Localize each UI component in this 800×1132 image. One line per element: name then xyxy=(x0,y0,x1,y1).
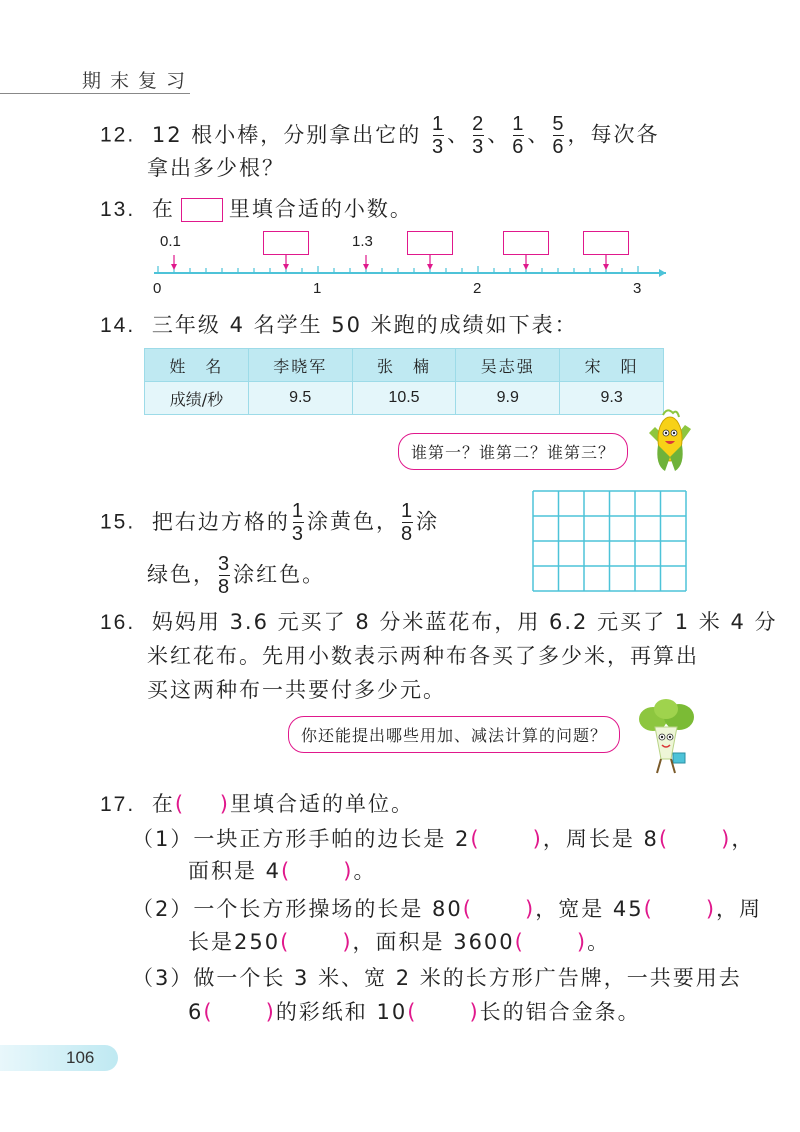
fraction-2-3: $\frac{2}{3}$ xyxy=(472,113,486,158)
axis-tick-label: 0 xyxy=(153,280,162,297)
fraction-5-6: $\frac{5}{6}$ xyxy=(552,113,566,158)
paren-blank: ( ) xyxy=(203,1000,276,1024)
table-header: 姓 名 xyxy=(145,349,249,382)
question-text: 12 根小棒，分别拿出它的 xyxy=(151,122,422,147)
separator: 、 xyxy=(527,122,551,147)
paren-blank: ( ) xyxy=(280,930,353,954)
question-text: 在 xyxy=(151,792,175,816)
table-cell: 9.9 xyxy=(456,382,560,415)
fraction-1-3: $\frac{1}{3}$ xyxy=(291,500,306,545)
question-number: 17. xyxy=(100,793,136,816)
table-cell: 9.5 xyxy=(248,382,352,415)
table-cell: 9.3 xyxy=(560,382,664,415)
question-number: 15. xyxy=(100,510,136,534)
header-rule xyxy=(0,93,190,94)
question-17 xyxy=(100,794,414,815)
question-number: 16. xyxy=(100,611,136,634)
question-text: 涂 xyxy=(416,509,440,534)
speech-bubble-q16: 你还能提出哪些用加、减法计算的问题？ xyxy=(288,716,620,753)
question-text: 里填合适的单位。 xyxy=(229,792,414,816)
question-17-part-3-line-2: 6( )的彩纸和 10( )长的铝合金条。 xyxy=(188,1000,641,1024)
question-17-part-1-line-2: 面积是 4( )。 xyxy=(188,859,377,883)
axis-tick-label: 3 xyxy=(633,280,642,297)
question-12 xyxy=(100,113,659,158)
page-header-title: 期末复习 xyxy=(82,70,195,92)
number-line-label: 1.3 xyxy=(352,233,373,250)
fraction-1-8: $\frac{1}{8}$ xyxy=(401,500,415,545)
question-15 xyxy=(100,500,439,545)
number-line-answer-box[interactable] xyxy=(407,231,453,255)
question-text-line-1: 妈妈用 3.6 元买了 8 分米蓝花布，用 6.2 元买了 1 米 4 分 xyxy=(151,610,778,634)
score-table xyxy=(144,348,664,415)
fraction-1-6: $\frac{1}{6}$ xyxy=(512,113,526,158)
question-number: 13. xyxy=(100,198,136,221)
question-17-part-3: （3）做一个长 3 米、宽 2 米的长方形广告牌，一共要用去 xyxy=(132,966,742,990)
separator: 、 xyxy=(487,122,511,147)
question-17-part-2: （2）一个长方形操场的长是 80( )，宽是 45( )，周 xyxy=(132,897,763,921)
number-line-answer-box[interactable] xyxy=(583,231,629,255)
question-number: 12. xyxy=(100,123,136,147)
question-number: 14. xyxy=(100,314,136,337)
table-cell: 10.5 xyxy=(352,382,456,415)
question-16-line-3: 买这两种布一共要付多少元。 xyxy=(147,678,446,702)
table-header: 宋 阳 xyxy=(560,349,664,382)
question-text: 涂红色。 xyxy=(233,562,326,587)
corn-mascot-illustration xyxy=(645,405,695,477)
page-number: 106 xyxy=(66,1048,95,1067)
paren-blank: ( ) xyxy=(174,792,230,816)
question-17-part-2-line-2: 长是250( )，面积是 3600( )。 xyxy=(188,930,611,954)
page-number-tab xyxy=(0,1045,118,1071)
fraction-1-3: $\frac{1}{3}$ xyxy=(431,113,446,158)
answer-box-sample xyxy=(181,198,223,222)
paren-blank: ( ) xyxy=(643,897,717,921)
question-text-pre: 在 xyxy=(151,197,175,221)
question-text: 把右边方格的 xyxy=(151,509,290,534)
paren-blank: ( ) xyxy=(658,827,732,851)
question-16 xyxy=(100,612,778,633)
paren-blank: ( ) xyxy=(514,930,588,954)
question-text: 涂黄色， xyxy=(307,509,400,534)
question-17-part-1: （1）一块正方形手帕的边长是 2( )，周长是 8( )， xyxy=(132,827,755,851)
question-text: 三年级 4 名学生 50 米跑的成绩如下表： xyxy=(151,313,578,337)
axis-tick-label: 2 xyxy=(473,280,482,297)
cabbage-mascot-illustration xyxy=(635,697,697,779)
question-14 xyxy=(100,315,578,336)
table-header: 张 楠 xyxy=(352,349,456,382)
table-cell: 成绩/秒 xyxy=(145,382,249,415)
number-line-answer-box[interactable] xyxy=(503,231,549,255)
question-16-line-2: 米红花布。先用小数表示两种布各买了多少米，再算出 xyxy=(147,644,699,668)
question-15-line-2 xyxy=(147,553,325,598)
paren-blank: ( ) xyxy=(281,859,354,883)
paren-blank: ( ) xyxy=(462,897,536,921)
question-13 xyxy=(100,198,413,222)
paren-blank: ( ) xyxy=(407,1000,480,1024)
question-text-tail: ，每次各 xyxy=(567,122,660,147)
number-line-label: 0.1 xyxy=(160,233,181,250)
question-text: 绿色， xyxy=(147,562,216,587)
question-12-line-2: 拿出多少根？ xyxy=(147,156,285,180)
speech-bubble-q14: 谁第一？谁第二？谁第三？ xyxy=(398,433,628,470)
table-header: 李晓军 xyxy=(248,349,352,382)
number-line-answer-box[interactable] xyxy=(263,231,309,255)
table-header: 吴志强 xyxy=(456,349,560,382)
fraction-3-8: $\frac{3}{8}$ xyxy=(218,553,232,598)
coloring-grid xyxy=(532,490,688,594)
paren-blank: ( ) xyxy=(470,827,543,851)
axis-tick-label: 1 xyxy=(313,280,322,297)
question-text-post: 里填合适的小数。 xyxy=(228,197,413,221)
separator: 、 xyxy=(447,122,471,147)
